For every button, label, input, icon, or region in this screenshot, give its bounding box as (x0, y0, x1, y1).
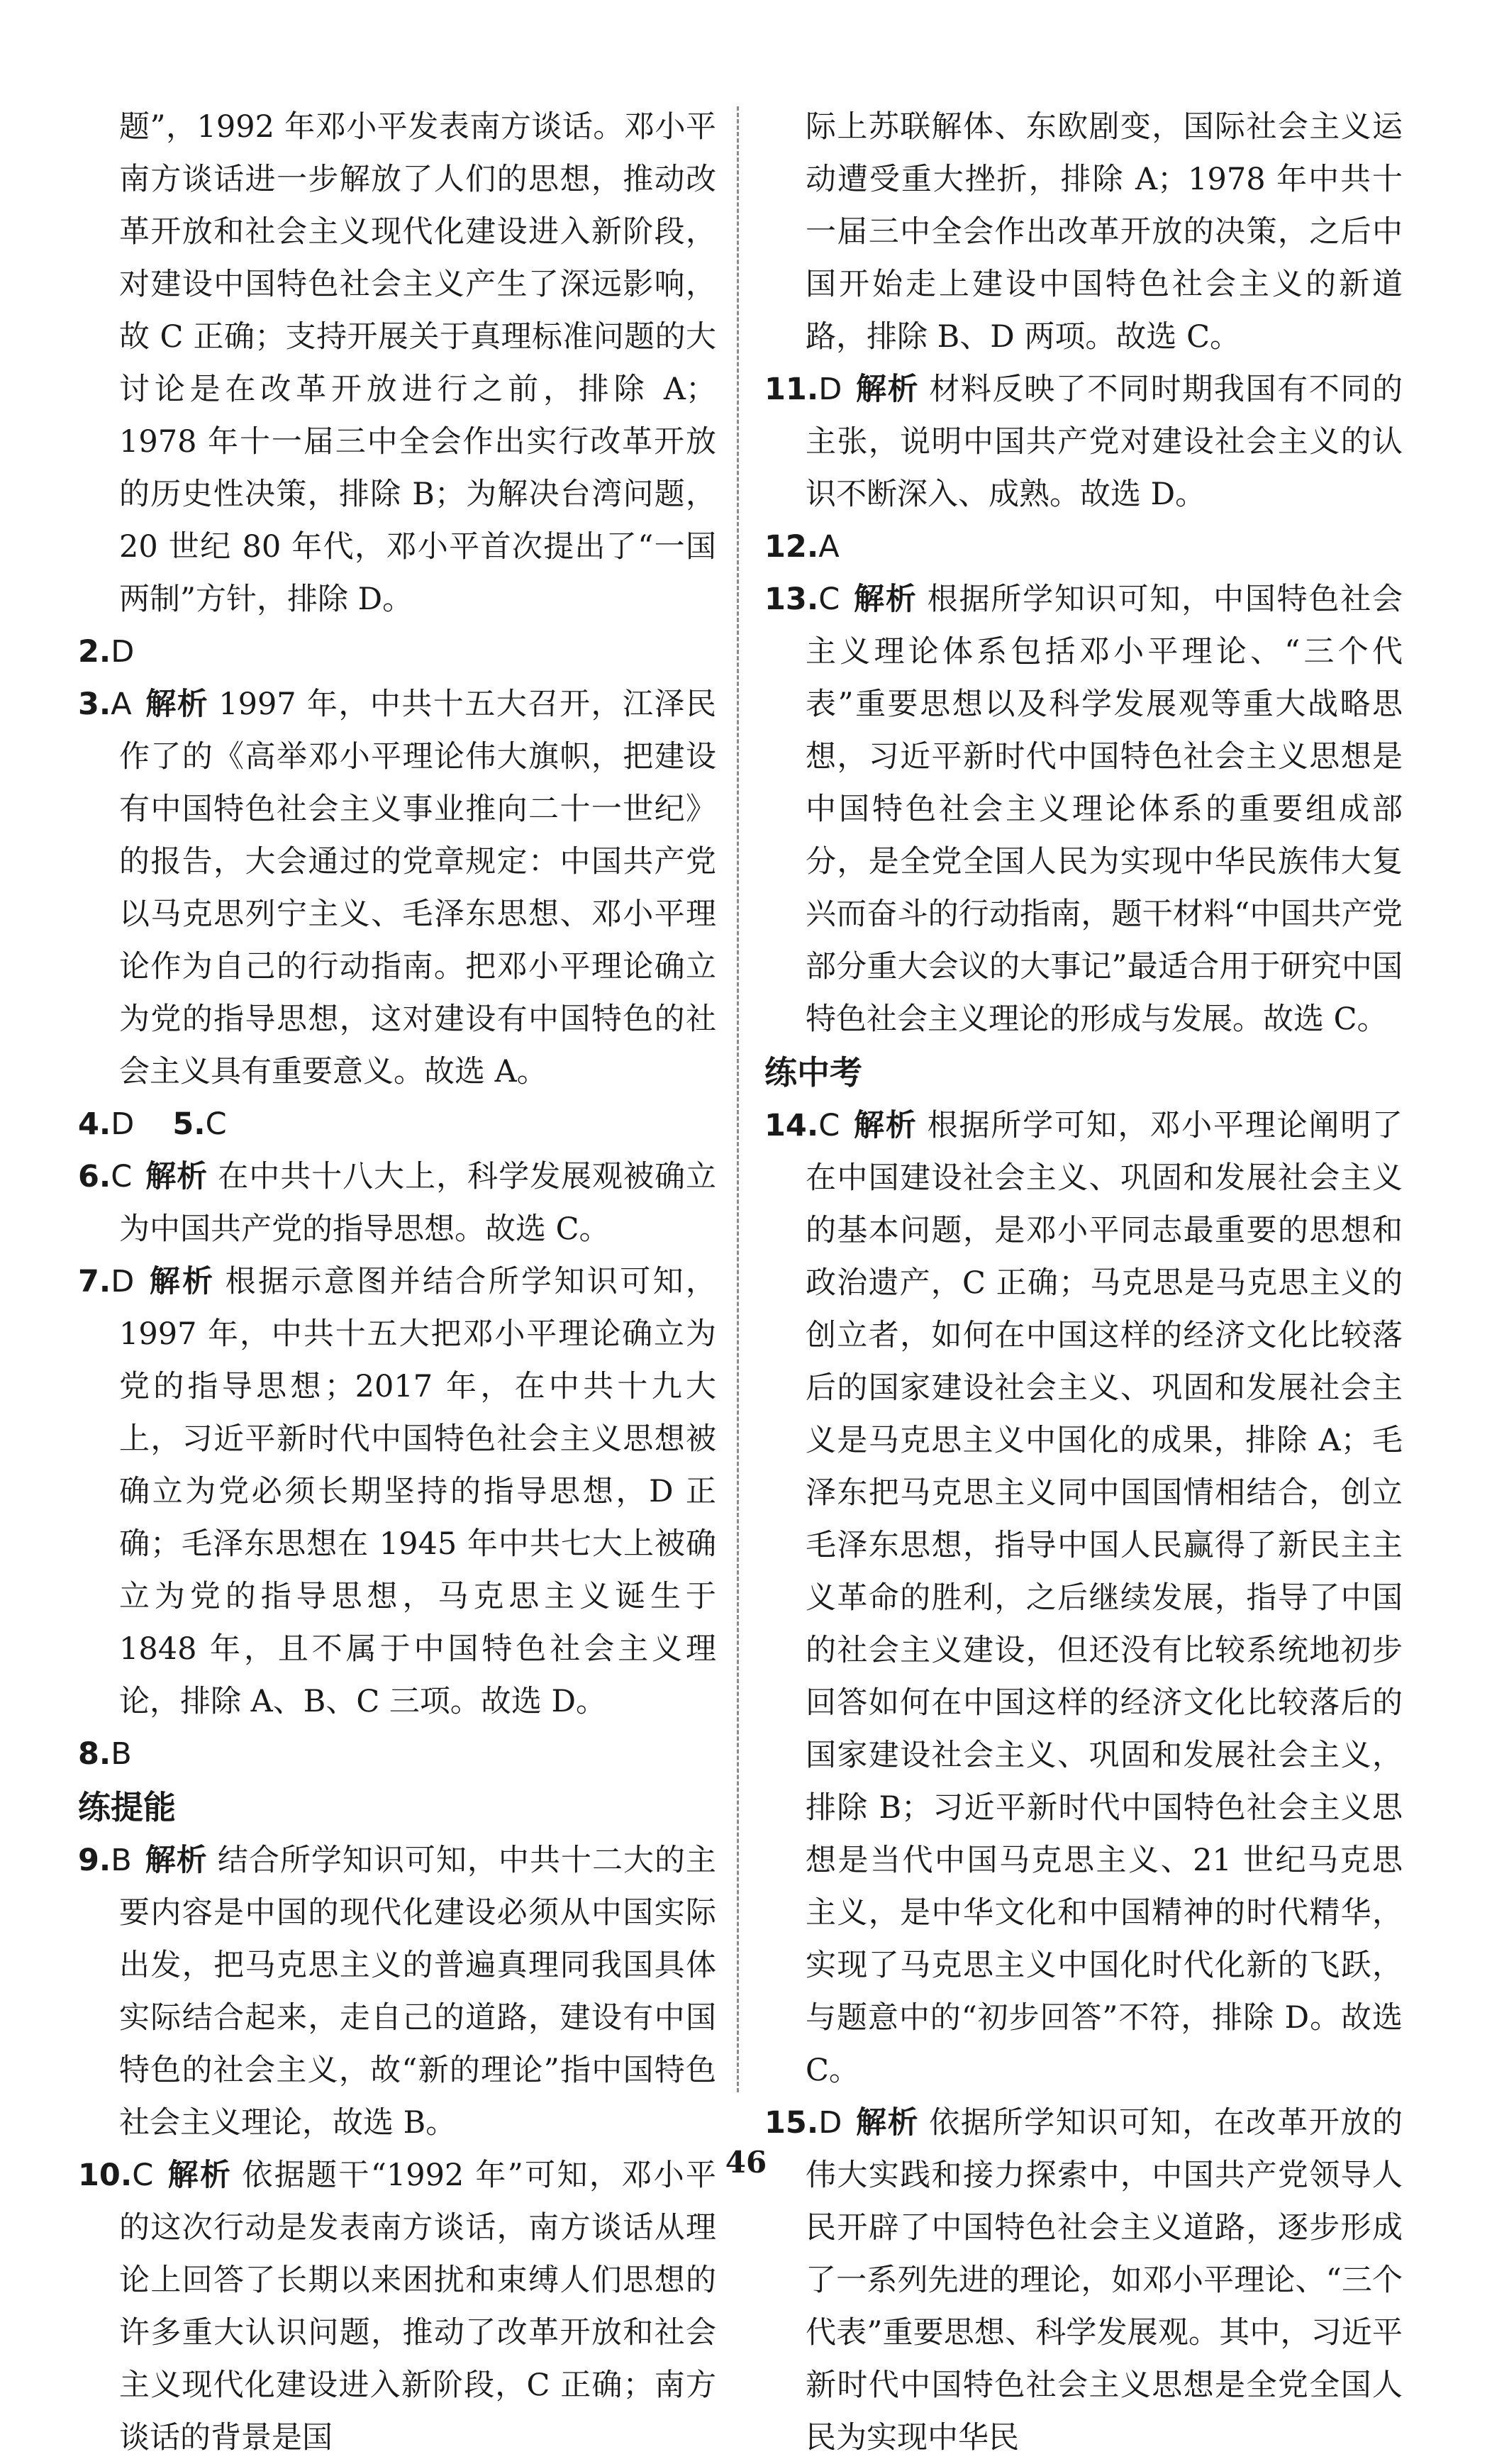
answer-text: 材料反映了不同时期我国有不同的主张，说明中国共产党对建设社会主义的认识不断深入、成熟。故选 D。 (806, 372, 1403, 512)
answer-choice: C (818, 582, 840, 617)
answer-text: 题”，1992 年邓小平发表南方谈话。邓小平南方谈话进一步解放了人们的思想，推动改革开放和社会主义现代化建设进入新阶段，对建设中国特色社会主义产生了深远影响，故 C 正确；支持开展关于真理标准问题的大讨论是在改革开放进行之前，排除 A；1978 年十一届三中全会作出实行改革开放的历史性决策，排除 B；为解决台湾问题，20 世纪 80 年代，邓小平首次提出了“一国两制”方针，排除 D。 (119, 109, 716, 617)
question-number: 6. (78, 1159, 111, 1194)
answer-choice: D (818, 2105, 842, 2141)
answer-q3 (78, 678, 716, 1098)
answer-text: 依据题干“1992 年”可知，邓小平的这次行动是发表南方谈话，南方谈话从理论上回答了长期以来困扰和束缚人们思想的许多重大认识问题，推动了改革开放和社会主义现代化建设进入新阶段，C 正确；南方谈话的背景是国 (119, 2158, 716, 2455)
question-number: 12. (764, 529, 819, 565)
answer-choice: A (818, 529, 840, 565)
answer-choice: C (111, 1159, 133, 1194)
analysis-label: 解析 (144, 687, 209, 722)
answer-q4-q5 (78, 1098, 716, 1150)
question-number: 5. (172, 1106, 206, 1142)
answer-q6 (78, 1150, 716, 1255)
answer-q8 (78, 1728, 716, 1780)
answer-q10 (78, 2149, 716, 2464)
answer-choice: D (818, 372, 842, 407)
question-number: 13. (764, 582, 819, 617)
answer-text: 根据示意图并结合所学知识可知，1997 年，中共十五大把邓小平理论确立为党的指导思想；2017 年，在中共十九大上，习近平新时代中国特色社会主义思想被确立为党必须长期坚持的指导思想，D 正确；毛泽东思想在 1945 年中共七大上被确立为党的指导思想，马克思主义诞生于 1848 年，且不属于中国特色社会主义理论，排除 A、B、C 三项。故选 D。 (119, 1264, 717, 1719)
question-number: 11. (764, 372, 819, 407)
question-number: 14. (764, 1108, 819, 1143)
answer-choice: C (205, 1106, 227, 1142)
right-column (764, 101, 1403, 2464)
answer-text: 根据所学知识可知，中国特色社会主义理论体系包括邓小平理论、“三个代表”重要思想以及科学发展观等重大战略思想，习近平新时代中国特色社会主义思想是中国特色社会主义理论体系的重要组成部分，是全党全国人民为实现中华民族伟大复兴而奋斗的行动指南，题干材料“中国共产党部分重大会议的大事记”最适合用于研究中国特色社会主义理论的形成与发展。故选 C。 (806, 582, 1403, 1037)
answer-q10-continued (764, 101, 1403, 363)
question-number: 10. (78, 2158, 133, 2193)
section-heading-zhongkao: 练中考 (764, 1053, 862, 1092)
analysis-label: 解析 (145, 1159, 208, 1194)
answer-choice: B (111, 1736, 132, 1772)
question-number: 4. (78, 1106, 111, 1142)
answer-choice: C (132, 2158, 154, 2193)
answer-q11 (764, 363, 1403, 521)
answer-choice: B (111, 1843, 132, 1878)
answer-q13 (764, 573, 1403, 1045)
section-heading-tineng: 练提能 (78, 1788, 176, 1826)
answer-text: 结合所学知识可知，中共十二大的主要内容是中国的现代化建设必须从中国实际出发，把马克思主义的普遍真理同我国具体实际结合起来，走自己的道路，建设有中国特色的社会主义，故“新的理论”指中国特色社会主义理论，故选 B。 (119, 1843, 717, 2141)
question-number: 2. (78, 634, 111, 670)
analysis-label: 解析 (854, 372, 920, 407)
page-number: 46 (725, 2145, 767, 2180)
answer-q7 (78, 1255, 716, 1728)
answer-text: 依据所学知识可知，在改革开放的伟大实践和接力探索中，中国共产党领导人民开辟了中国特色社会主义道路，逐步形成了一系列先进的理论，如邓小平理论、“三个代表”重要思想、科学发展观。其中，习近平新时代中国特色社会主义思想是全党全国人民为实现中华民 (806, 2105, 1403, 2455)
question-number: 15. (764, 2105, 819, 2141)
answer-text: 在中共十八大上，科学发展观被确立为中国共产党的指导思想。故选 C。 (119, 1159, 717, 1247)
analysis-label: 解析 (166, 2158, 233, 2193)
answer-choice: D (111, 1264, 135, 1299)
question-number: 7. (78, 1264, 111, 1299)
answer-q1-continued (78, 101, 716, 626)
answer-q2 (78, 626, 716, 678)
answer-q14 (764, 1099, 1403, 2097)
analysis-label: 解析 (852, 1108, 918, 1143)
answer-text: 际上苏联解体、东欧剧变，国际社会主义运动遭受重大挫折，排除 A；1978 年中共十一届三中全会作出改革开放的决策，之后中国开始走上建设中国特色社会主义的新道路，排除 B、D 两项。故选 C。 (806, 109, 1403, 355)
analysis-label: 解析 (854, 2105, 920, 2141)
analysis-label: 解析 (852, 582, 918, 617)
answer-choice: C (818, 1108, 840, 1143)
question-number: 8. (78, 1736, 111, 1772)
answer-text: 根据所学可知，邓小平理论阐明了在中国建设社会主义、巩固和发展社会主义的基本问题，是邓小平同志最重要的思想和政治遗产，C 正确；马克思是马克思主义的创立者，如何在中国这样的经济文化比较落后的国家建设社会主义、巩固和发展社会主义是马克思主义中国化的成果，排除 A；毛泽东把马克思主义同中国国情相结合，创立毛泽东思想，指导中国人民赢得了新民主主义革命的胜利，之后继续发展，指导了中国的社会主义建设，但还没有比较系统地初步回答如何在中国这样的经济文化比较落后的国家建设社会主义、巩固和发展社会主义，排除 B；习近平新时代中国特色社会主义思想是当代中国马克思主义、21 世纪马克思主义，是中华文化和中国精神的时代精华，实现了马克思主义中国化时代化新的飞跃，与题意中的“初步回答”不符，排除 D。故选 C。 (806, 1108, 1403, 2088)
question-number: 9. (78, 1843, 111, 1878)
answer-q9 (78, 1834, 716, 2149)
column-divider (737, 106, 739, 2092)
analysis-label: 解析 (144, 1843, 208, 1878)
question-number: 3. (78, 687, 111, 722)
answer-choice: D (111, 634, 135, 670)
answer-choice: A (111, 687, 132, 722)
analysis-label: 解析 (147, 1264, 216, 1299)
left-column (78, 101, 716, 2464)
answer-q12 (764, 521, 1403, 573)
answer-text: 1997 年，中共十五大召开，江泽民作了的《高举邓小平理论伟大旗帜，把建设有中国特色社会主义事业推向二十一世纪》的报告，大会通过的党章规定：中国共产党以马克思列宁主义、毛泽东思想、邓小平理论作为自己的行动指南。把邓小平理论确立为党的指导思想，这对建设有中国特色的社会主义具有重要意义。故选 A。 (119, 687, 716, 1089)
answer-choice: D (111, 1106, 135, 1142)
